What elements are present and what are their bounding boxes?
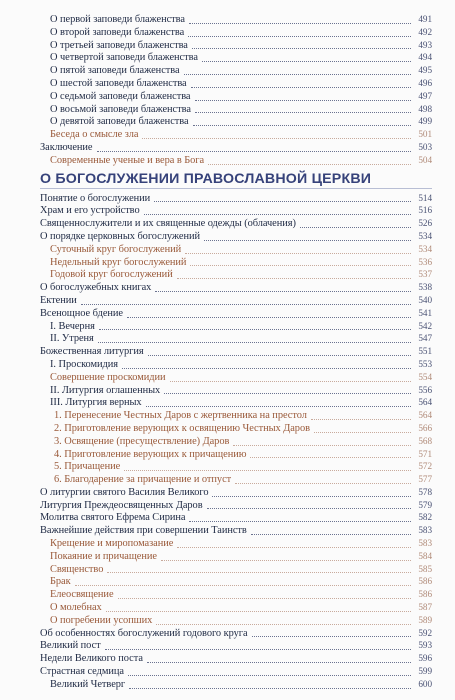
toc-entry-page-number: 542 [418, 320, 432, 331]
toc-entry-title: II. Литургия оглашенных [50, 384, 161, 396]
toc-entry-page-number: 586 [418, 576, 432, 587]
toc-entry[interactable] [40, 422, 432, 435]
toc-entry-page-number: 538 [418, 282, 432, 293]
toc-entry-page-number: 534 [418, 243, 432, 254]
dot-leader [81, 303, 411, 305]
toc-entry-title: 3. Освящение (пресуществление) Даров [54, 435, 230, 447]
toc-entry-title: Недели Великого поста [40, 653, 143, 665]
dot-leader [144, 213, 411, 215]
toc-entry[interactable] [40, 294, 432, 307]
toc-entry-page-number: 566 [418, 422, 432, 433]
toc-entry-title: О первой заповеди блаженства [50, 14, 185, 25]
dot-leader [142, 137, 411, 139]
dot-leader [251, 533, 411, 535]
dot-leader [300, 226, 411, 228]
toc-entry-page-number: 494 [418, 52, 432, 63]
toc-entry-page-number: 578 [418, 486, 432, 497]
toc-entry-page-number: 516 [418, 205, 432, 216]
dot-leader [118, 597, 411, 599]
dot-leader [128, 674, 411, 676]
toc-entry[interactable] [40, 115, 432, 128]
toc-entry[interactable] [40, 486, 432, 499]
dot-leader [127, 316, 411, 318]
toc-entry-page-number: 493 [418, 39, 432, 50]
toc-entry[interactable] [40, 204, 432, 217]
toc-entry-title: Заключение [40, 141, 93, 153]
toc-entry[interactable] [40, 26, 432, 39]
toc-entry[interactable] [40, 103, 432, 116]
dot-leader [97, 150, 412, 152]
toc-entry[interactable] [40, 358, 432, 371]
toc-entry-title: О третьей заповеди блаженства [50, 39, 188, 51]
toc-entry[interactable] [40, 499, 432, 512]
dot-leader [122, 367, 411, 369]
toc-entry-title: 2. Приготовление верующих к освящению Честных Даров [54, 422, 310, 434]
toc-entry[interactable] [40, 307, 432, 320]
dot-leader [195, 99, 412, 101]
toc-entry-title: О молебнах [50, 602, 102, 614]
toc-entry-page-number: 589 [418, 614, 432, 625]
dot-leader [99, 328, 411, 330]
toc-entry-title: О девятой заповеди блаженства [50, 116, 189, 128]
toc-entry[interactable] [40, 230, 432, 243]
dot-leader [164, 392, 411, 394]
toc-entry[interactable] [40, 243, 432, 256]
dot-leader [250, 456, 411, 458]
toc-entry-title: 6. Благодарение за причащение и отпуст [54, 474, 232, 486]
toc-entry-title: Молитва святого Ефрема Сирина [40, 512, 186, 524]
toc-entry[interactable] [40, 268, 432, 281]
dot-leader [311, 418, 411, 420]
dot-leader [146, 405, 411, 407]
toc-entry-page-number: 498 [418, 103, 432, 114]
toc-entry[interactable] [40, 409, 432, 422]
dot-leader [202, 60, 411, 62]
toc-entry-page-number: 501 [418, 129, 432, 140]
toc-entry[interactable] [40, 332, 432, 345]
dot-leader [314, 431, 411, 433]
toc-entry-title: Понятие о богослужении [40, 192, 151, 204]
toc-entry-page-number: 504 [418, 154, 432, 165]
toc-entry[interactable] [40, 128, 432, 141]
dot-leader [188, 35, 411, 37]
toc-entry[interactable] [40, 588, 432, 601]
toc-entry-title: Страстная седмица [40, 666, 124, 678]
toc-entry-page-number: 593 [418, 640, 432, 651]
dot-leader [208, 163, 411, 165]
toc-entry-title: Крещение и миропомазание [50, 538, 174, 550]
toc-entry-page-number: 592 [418, 627, 432, 638]
toc-entry[interactable] [40, 652, 432, 665]
dot-leader [98, 341, 411, 343]
toc-entry-page-number: 547 [418, 333, 432, 344]
toc-entry-title: Великий Четверг [50, 678, 126, 690]
toc-entry[interactable] [40, 575, 432, 588]
toc-entry-title: О второй заповеди блаженства [50, 26, 185, 38]
toc-entry-page-number: 556 [418, 384, 432, 395]
toc-entry-page-number: 583 [418, 525, 432, 536]
toc-entry-title: О восьмой заповеди блаженства [50, 103, 191, 115]
toc-entry[interactable] [40, 320, 432, 333]
toc-entry-title: Покаяние и причащение [50, 550, 157, 562]
dot-leader [204, 239, 411, 241]
toc-entry[interactable] [40, 154, 432, 167]
dot-leader [212, 495, 411, 497]
toc-entry-title: 1. Перенесение Честных Даров с жертвенника на престол [54, 410, 307, 422]
toc-entry-title: I. Вечерня [50, 320, 95, 332]
toc-entry[interactable] [40, 141, 432, 154]
toc-entry-page-number: 564 [418, 410, 432, 421]
dot-leader [192, 47, 411, 49]
toc-entry-page-number: 526 [418, 218, 432, 229]
toc-entry[interactable] [40, 217, 432, 230]
toc-entry-title: Совершение проскомидии [50, 371, 166, 383]
toc-entry-page-number: 551 [418, 346, 432, 357]
toc-entry-title: III. Литургия верных [50, 397, 142, 409]
toc-entry-title: II. Утреня [50, 333, 94, 345]
toc-entry-page-number: 600 [418, 678, 432, 689]
toc-entries-previous-section [40, 13, 432, 167]
toc-entry-title: Священнослужители и их священные одежды (облачения) [40, 218, 296, 230]
dot-leader [189, 22, 411, 24]
toc-entry-title: О пятой заповеди блаженства [50, 65, 180, 77]
toc-entry[interactable] [40, 448, 432, 461]
toc-entry[interactable] [40, 256, 432, 269]
toc-entry[interactable] [40, 511, 432, 524]
dot-leader [129, 687, 411, 689]
toc-entry-title: О четвертой заповеди блаженства [50, 52, 198, 64]
toc-entry-page-number: 586 [418, 589, 432, 600]
dot-leader [154, 200, 411, 202]
toc-entry-title: Современные ученые и вера в Бога [50, 154, 205, 166]
dot-leader [191, 86, 411, 88]
toc-entry[interactable] [40, 77, 432, 90]
toc-entry-page-number: 582 [418, 512, 432, 523]
toc-entry-title: О седьмой заповеди блаженства [50, 90, 191, 102]
toc-entry[interactable] [40, 39, 432, 52]
toc-entry-title: Годовой круг богослужений [50, 269, 173, 281]
toc-entry-page-number: 514 [418, 192, 432, 203]
toc-entry[interactable] [40, 537, 432, 550]
toc-entry[interactable] [40, 665, 432, 678]
toc-entry-page-number: 541 [418, 307, 432, 318]
toc-entry-page-number: 554 [418, 371, 432, 382]
toc-entry[interactable] [40, 64, 432, 77]
toc-entry-page-number: 497 [418, 90, 432, 101]
dot-leader [147, 661, 411, 663]
toc-entry-page-number: 536 [418, 256, 432, 267]
toc-entry-page-number: 537 [418, 269, 432, 280]
toc-entry[interactable] [40, 524, 432, 537]
toc-entry[interactable] [40, 614, 432, 627]
dot-leader [124, 469, 411, 471]
toc-entry[interactable] [40, 639, 432, 652]
toc-entry-page-number: 492 [418, 26, 432, 37]
toc-entry-page-number: 596 [418, 653, 432, 664]
toc-entry-page-number: 534 [418, 230, 432, 241]
toc-entry-page-number: 571 [418, 448, 432, 459]
dot-leader [155, 290, 411, 292]
dot-leader [177, 546, 411, 548]
toc-entry-title: О богослужебных книгах [40, 282, 152, 294]
toc-entry[interactable] [40, 460, 432, 473]
toc-entry-page-number: 496 [418, 77, 432, 88]
toc-entry-page-number: 564 [418, 397, 432, 408]
toc-entry-title: Ектении [40, 294, 77, 306]
dot-leader [189, 520, 411, 522]
toc-entry-title: Великий пост [40, 640, 101, 652]
toc-entry-page-number: 568 [418, 435, 432, 446]
toc-entry[interactable] [40, 371, 432, 384]
dot-leader [233, 444, 411, 446]
toc-entry-page-number: 583 [418, 538, 432, 549]
toc-entry-title: Недельный круг богослужений [50, 256, 187, 268]
dot-leader [107, 571, 411, 573]
dot-leader [156, 623, 411, 625]
toc-entry[interactable] [40, 51, 432, 64]
toc-entry-title: О шестой заповеди блаженства [50, 77, 187, 89]
toc-entry-title: О погребении усопших [50, 614, 153, 626]
toc-entry-title: Литургия Преждеосвященных Даров [40, 499, 203, 511]
toc-entries-liturgy-section [40, 192, 432, 691]
toc-entry-page-number: 553 [418, 358, 432, 369]
toc-entry-title: Беседа о смысле зла [50, 129, 139, 141]
toc-entry-title: Храм и его устройство [40, 205, 140, 217]
dot-leader [106, 610, 411, 612]
toc-entry[interactable] [40, 601, 432, 614]
toc-entry-page-number: 579 [418, 499, 432, 510]
dot-leader [185, 252, 411, 254]
toc-entry-title: О литургии святого Василия Великого [40, 486, 209, 498]
toc-entry-title: 5. Причащение [54, 461, 121, 473]
toc-entry[interactable] [40, 563, 432, 576]
toc-entry-page-number: 503 [418, 141, 432, 152]
toc-entry[interactable] [40, 90, 432, 103]
dot-leader [252, 635, 411, 637]
toc-entry-title: Важнейшие действия при совершении Таинств [40, 525, 247, 537]
dot-leader [184, 73, 411, 75]
dot-leader [235, 482, 411, 484]
toc-entry-page-number: 572 [418, 461, 432, 472]
toc-entry-title: Об особенностях богослужений годового круга [40, 627, 248, 639]
dot-leader [105, 648, 411, 650]
toc-entry-title: Брак [50, 576, 71, 588]
dot-leader [170, 380, 411, 382]
toc-entry[interactable] [40, 627, 432, 640]
dot-leader [195, 111, 411, 113]
dot-leader [161, 559, 411, 561]
toc-entry-page-number: 540 [418, 294, 432, 305]
toc-entry[interactable] [40, 678, 432, 691]
dot-leader [75, 584, 411, 586]
toc-entry[interactable] [40, 281, 432, 294]
toc-entry[interactable] [40, 396, 432, 409]
section-heading: О БОГОСЛУЖЕНИИ ПРАВОСЛАВНОЙ ЦЕРКВИ [40, 170, 432, 189]
toc-entry[interactable] [40, 13, 432, 26]
toc-entry[interactable] [40, 192, 432, 205]
dot-leader [207, 507, 411, 509]
toc-entry[interactable] [40, 550, 432, 563]
toc-entry-page-number: 577 [418, 474, 432, 485]
toc-entry-title: I. Проскомидия [50, 358, 119, 370]
toc-entry-page-number: 495 [418, 65, 432, 76]
toc-entry-page-number: 599 [418, 666, 432, 677]
toc-entry[interactable] [40, 384, 432, 397]
dot-leader [193, 124, 411, 126]
toc-entry-page-number: 584 [418, 550, 432, 561]
toc-entry-page-number: 587 [418, 602, 432, 613]
toc-entry-title: Священство [50, 563, 104, 575]
dot-leader [177, 277, 411, 279]
toc-entry-page-number: 499 [418, 116, 432, 127]
toc-entry-title: Елеосвящение [50, 589, 114, 601]
toc-entry-page-number: 585 [418, 563, 432, 574]
toc-entry-page-number: 491 [418, 14, 432, 24]
toc-entry-title: Суточный круг богослужений [50, 243, 182, 255]
table-of-contents [40, 13, 432, 691]
toc-entry[interactable] [40, 345, 432, 358]
dot-leader [190, 264, 411, 266]
toc-entry[interactable] [40, 435, 432, 448]
dot-leader [148, 354, 411, 356]
toc-entry-title: Божественная литургия [40, 346, 144, 358]
toc-entry-title: О порядке церковных богослужений [40, 230, 200, 242]
toc-entry[interactable] [40, 473, 432, 486]
toc-entry-title: Всенощное бдение [40, 307, 123, 319]
toc-entry-title: 4. Приготовление верующих к причащению [54, 448, 247, 460]
